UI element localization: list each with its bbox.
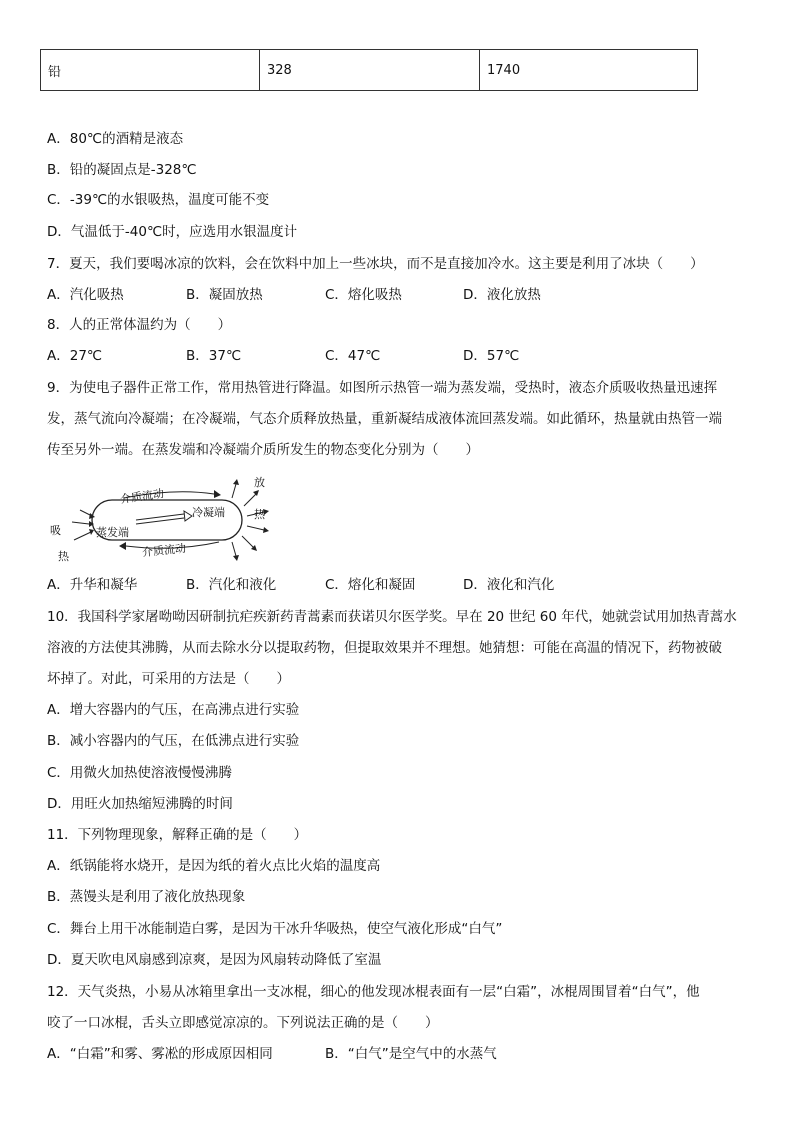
q10-option-b: B．减小容器内的气压，在低沸点进行实验 (47, 733, 300, 749)
bottom-flow-label: 介质流动 (141, 541, 187, 560)
top-flow-label: 介质流动 (119, 486, 165, 506)
inner-arrow-head (184, 511, 192, 521)
heat-out-arrow-4 (242, 536, 254, 548)
q11-option-a: A．纸锅能将水烧开，是因为纸的着火点比火焰的温度高 (47, 858, 381, 874)
heat-out-arrow-6 (232, 542, 236, 556)
q8-option-c: C．47℃ (325, 348, 381, 364)
q6-option-d: D．气温低于-40℃时，应选用水银温度计 (47, 224, 298, 240)
condenser-label: 冷凝端 (192, 506, 225, 519)
q6-option-a: A．80℃的酒精是液态 (47, 131, 184, 147)
q10-option-d: D．用旺火加热缩短沸腾的时间 (47, 796, 233, 812)
q7-option-b: B．凝固放热 (186, 287, 263, 303)
table-row (41, 50, 698, 91)
q10-option-c: C．用微火加热使溶液慢慢沸腾 (47, 765, 232, 781)
q9-option-a: A．升华和凝华 (47, 577, 138, 593)
table-cell-melting-point: 328 (260, 50, 480, 91)
q10-stem-line-2: 溶液的方法使其沸腾，从而去除水分以提取药物，但提取效果并不理想。她猜想：可能在高温的情况下，药物被破 (47, 640, 722, 656)
q7-stem: 7．夏天，我们要喝冰凉的饮料，会在饮料中加上一些冰块，而不是直接加冷水。这主要是利用了冰块（ ） (47, 256, 704, 272)
q9-option-c: C．熔化和凝固 (325, 577, 416, 593)
bottom-flow-arrowhead (119, 542, 126, 550)
release-heat-label-1: 放 (254, 476, 265, 489)
top-flow-arrowhead (214, 490, 221, 498)
q9-stem-line-1: 9．为使电子器件正常工作，常用热管进行降温。如图所示热管一端为蒸发端，受热时，液态介质吸收热量迅速挥 (47, 380, 718, 396)
q6-option-b: B．铅的凝固点是-328℃ (47, 162, 197, 178)
heat-in-arrow-2 (74, 532, 91, 540)
heat-pipe-diagram (44, 470, 284, 570)
q11-option-b: B．蒸馒头是利用了液化放热现象 (47, 889, 246, 905)
q7-option-c: C．熔化吸热 (325, 287, 402, 303)
absorb-heat-label-1: 吸 (50, 524, 61, 537)
heat-out-arrow-3 (247, 526, 264, 530)
q7-option-a: A．汽化吸热 (47, 287, 124, 303)
q6-option-c: C．-39℃的水银吸热，温度可能不变 (47, 192, 270, 208)
q11-stem: 11．下列物理现象，解释正确的是（ ） (47, 827, 308, 843)
q11-option-c: C．舞台上用干冰能制造白雾，是因为干冰升华吸热，使空气液化形成“白气” (47, 921, 503, 937)
heat-out-arrow-5 (232, 484, 236, 498)
q12-option-b: B．“白气”是空气中的水蒸气 (325, 1046, 497, 1062)
table-cell-substance: 铅 (41, 50, 260, 91)
q9-stem-line-3: 传至另外一端。在蒸发端和冷凝端介质所发生的物态变化分别为（ ） (47, 442, 479, 458)
heat-out-arrow-1 (244, 494, 256, 506)
q10-stem-line-3: 坏掉了。对此，可采用的方法是（ ） (47, 671, 290, 687)
absorb-heat-label-2: 热 (58, 550, 69, 563)
q10-stem-line-1: 10．我国科学家屠呦呦因研制抗疟疾新药青蒿素而获诺贝尔医学奖。早在 20 世纪 60 年代，她就尝试用加热青蒿水 (47, 609, 737, 625)
q9-stem-line-2: 发，蒸气流向冷凝端；在冷凝端，气态介质释放热量，重新凝结成液体流回蒸发端。如此循环，热量就由热管一端 (47, 411, 722, 427)
melting-point-table (40, 49, 698, 91)
table-cell-boiling-point: 1740 (480, 50, 698, 91)
q12-stem-line-2: 咬了一口冰棍，舌头立即感觉凉凉的。下列说法正确的是（ ） (47, 1015, 439, 1031)
heat-in-arrow-1 (72, 522, 89, 524)
q12-option-a: A．“白霜”和雾、雾凇的形成原因相同 (47, 1046, 273, 1062)
q8-option-a: A．27℃ (47, 348, 103, 364)
q10-option-a: A．增大容器内的气压，在高沸点进行实验 (47, 702, 300, 718)
q8-option-d: D．57℃ (463, 348, 520, 364)
q12-stem-line-1: 12．天气炎热，小易从冰箱里拿出一支冰棍，细心的他发现冰棍表面有一层“白霜”，冰棍周围冒着“白气”，他 (47, 984, 700, 1000)
q9-option-d: D．液化和汽化 (463, 577, 555, 593)
release-heat-label-2: 热 (254, 508, 265, 521)
q11-option-d: D．夏天吹电风扇感到凉爽，是因为风扇转动降低了室温 (47, 952, 382, 968)
q8-stem: 8．人的正常体温约为（ ） (47, 317, 232, 333)
q8-option-b: B．37℃ (186, 348, 242, 364)
q9-option-b: B．汽化和液化 (186, 577, 277, 593)
q7-option-d: D．液化放热 (463, 287, 541, 303)
evaporator-label: 蒸发端 (96, 526, 129, 539)
